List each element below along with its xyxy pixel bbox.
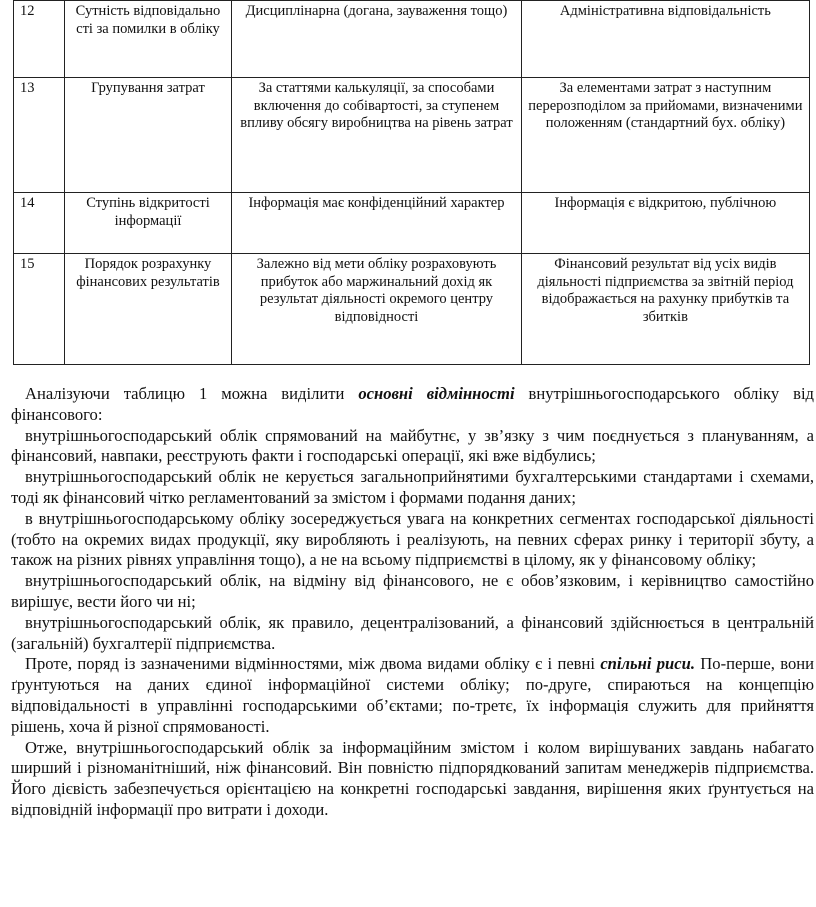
criterion-cell: Ступінь відкритості інформації bbox=[64, 193, 231, 254]
row-number: 14 bbox=[14, 193, 65, 254]
comparison-table bbox=[13, 0, 810, 365]
table-row bbox=[14, 1, 810, 78]
financial-accounting-cell: Адміністративна відповідальність bbox=[521, 1, 809, 78]
criterion-cell: Порядок розрахунку фінансових результатів bbox=[64, 254, 231, 365]
management-accounting-cell: За статтями калькуляції, за способами включення до собівартості, за ступенем впливу обсягу виробництва на рівень затрат bbox=[232, 78, 522, 193]
criterion-cell: Групування затрат bbox=[64, 78, 231, 193]
paragraph-difference-4: внутрішньогосподарський облік, на відміну від фінансового, не є обов’язковим, і керівництво самостійно вирішує, вести його чи ні; bbox=[11, 571, 814, 611]
management-accounting-cell: Залежно від мети обліку розраховують прибуток або маржинальний дохід як результат діяльності окремого центру відповідності bbox=[232, 254, 522, 365]
table-row bbox=[14, 254, 810, 365]
paragraph-difference-3: в внутрішньогосподарському обліку зосереджується увага на конкретних сегментах господарської діяльності (тобто на окремих видах продукції, яку виробляють і реалізують, на певних сферах ринку і території збуту, а також на різних рівнях управління тощо), а не на всьому підприємстві в цілому, як у фінансовому обліку; bbox=[11, 508, 814, 570]
financial-accounting-cell: Фінансовий результат від усіх видів діяльності підприємства за звітній період відображається на рахунку прибутків та збитків bbox=[521, 254, 809, 365]
management-accounting-cell: Дисциплінарна (догана, зауваження тощо) bbox=[232, 1, 522, 78]
paragraph-difference-2: внутрішньогосподарський облік не керується загальноприйнятими бухгалтерськими стандартами і схемами, тоді як фінансовий чітко регламентований за змістом і формами подання даних; bbox=[11, 467, 814, 507]
paragraph-conclusion: Отже, внутрішньогосподарський облік за інформаційним змістом і колом вирішуваних завдань набагато ширший і різноманітніший, ніж фінансовий. Він повністю підпорядкований запитам менеджерів підприємства. Його дієвість забезпечується орієнтацією на конкретні господарські завдання, вирішення яких ґрунтується на відповідній інформації про витрати і доходи. bbox=[11, 737, 814, 819]
paragraph-difference-5: внутрішньогосподарський облік, як правило, децентралізований, а фінансовий здійснюється в центральній (загальній) бухгалтерії підприємства. bbox=[11, 612, 814, 653]
table-row bbox=[14, 78, 810, 193]
row-number: 12 bbox=[14, 1, 65, 78]
emphasis: спільні риси. bbox=[600, 654, 695, 674]
management-accounting-cell: Інформація має конфіденційний характер bbox=[232, 193, 522, 254]
body-text bbox=[11, 384, 814, 821]
row-number: 13 bbox=[14, 78, 65, 193]
criterion-cell: Сутність відповідально сті за помилки в обліку bbox=[64, 1, 231, 78]
table-row bbox=[14, 193, 810, 254]
paragraph-common-features: Проте, поряд із зазначеними відмінностями, між двома видами обліку є і певні спільні риси. По-перше, вони ґрунтуються на даних єдиної інформаційної системи обліку; по-друге, спираються на концепцію відповідальності в управлінні господарськими об’єктами; по-третє, їх інформація служить для прийняття рішень, хоча й різної спрямованості. bbox=[11, 654, 815, 736]
emphasis: основні відмінності bbox=[358, 384, 515, 403]
financial-accounting-cell: За елементами затрат з наступним перерозподілом за прийомами, визначеними положенням (стандартний бух. обліку) bbox=[521, 78, 809, 193]
paragraph-intro: Аналізуючи таблицю 1 можна виділити основні відмінності внутрішньогосподарського обліку від фінансового: bbox=[11, 384, 814, 424]
row-number: 15 bbox=[14, 254, 65, 365]
financial-accounting-cell: Інформація є відкритою, публічною bbox=[521, 193, 809, 254]
paragraph-difference-1: внутрішньогосподарський облік спрямований на майбутнє, у зв’язку з чим поєднується з плануванням, а фінансовий, навпаки, реєструють факти і господарські операції, які вже відбулись; bbox=[11, 425, 814, 466]
